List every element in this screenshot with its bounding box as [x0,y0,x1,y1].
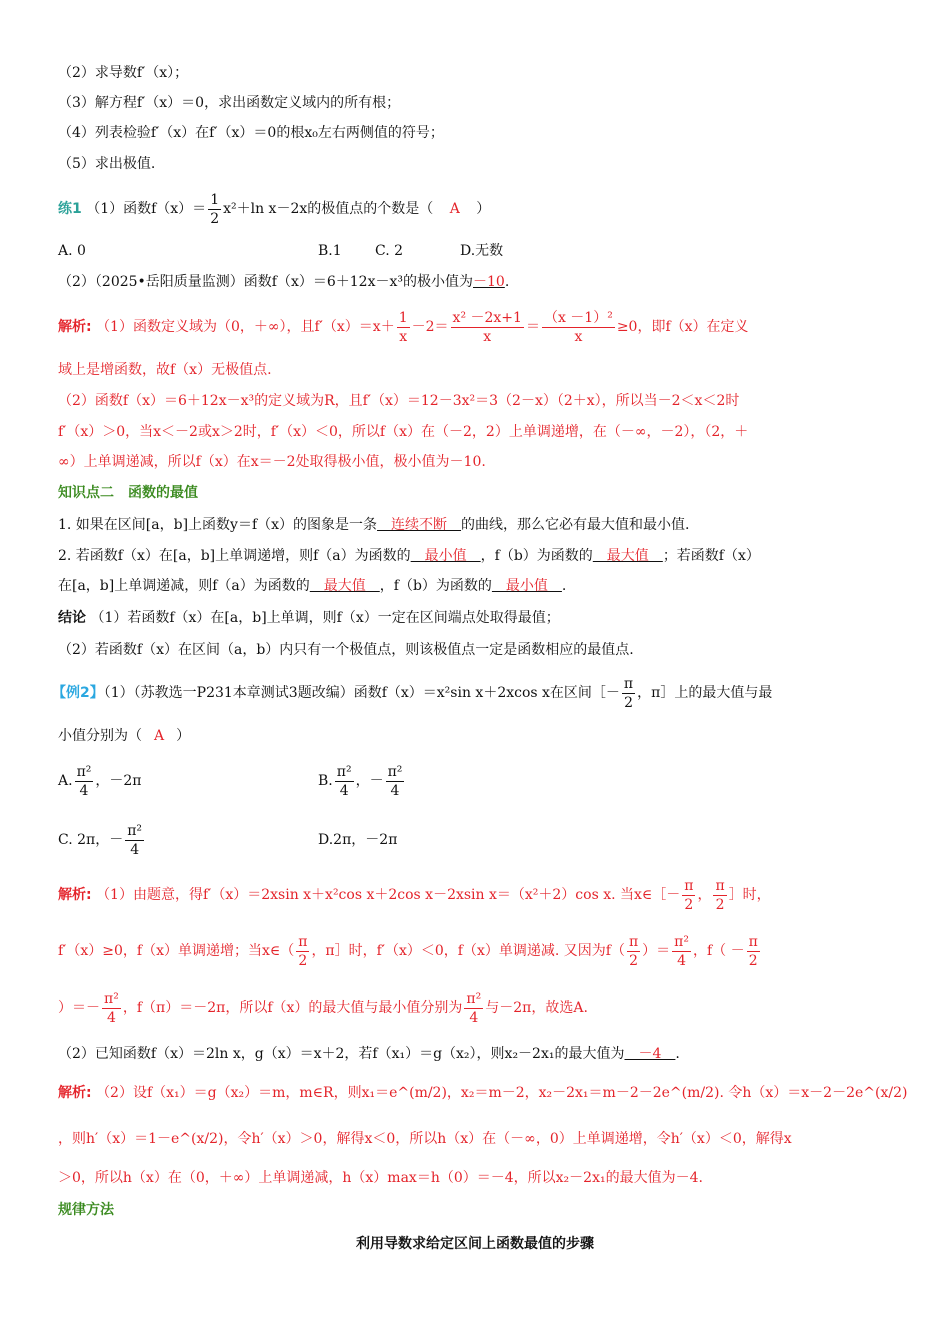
practice-tag: 练1 [58,201,82,217]
step-2: （2）求导数f′（x）； [58,65,189,81]
method-subtitle: 利用导数求给定区间上函数最值的步骤 [356,1236,594,1252]
solution-3-line-2: ，则h′（x）＝1－e^(x/2)，令h′（x）＞0，解得x＜0，所以h（x）在（－∞，0）上单调递增，令h′（x）＜0，解得x [58,1131,792,1147]
step-4: （4）列表检验f′（x）在f′（x）＝0的根x₀左右两侧值的符号； [58,125,444,141]
answer: －10 [473,274,505,290]
solution-label: 解析: [58,887,92,903]
practice-1-question-1: 练1 （1）函数f（x）＝ $\frac{1}{2}$ x²＋ln x－2x的极值点的个数是（ A ） [58,191,491,227]
example-2-question-1: 【例2】（1）（苏教选一P231本章测试3题改编）函数f（x）＝x²sin x＋2xcos x在区间［－ $\frac{\pi}{2}$ ，π］上的最大值与最 [52,675,773,711]
example-2-question-1-cont: 小值分别为（ A ） [58,728,191,744]
option-d: D.2π，－2π [318,832,398,848]
solution-1-line-2: 域上是增函数，故f（x）无极值点. [58,362,272,378]
solution-label: 解析: [58,1085,92,1101]
method-title: 规律方法 [58,1202,114,1218]
step-3: （3）解方程f′（x）＝0，求出函数定义域内的所有根； [58,95,401,111]
option-b: B.1 [318,243,342,259]
fraction: $\frac{1}{2}$ [210,191,220,227]
solution-2-line-3: ）＝－ $\frac{\text{π²}}{4}$ ，f（π）＝－2π，所以f（x）的最大值与最小值分别为 $\frac{\text{π²}}{4}$ 与－2π，故选A. [58,990,588,1026]
option-b: B. $\frac{\text{π²}}{4}$ ，－ $\frac{\text{π²}}{4}$ [318,763,403,799]
solution-3-line-1: 解析: （2）设f（x₁）＝g（x₂）＝m，m∈R，则x₁＝e^(m/2)，x₂＝m－2，x₂－2x₁＝m－2－2e^(m/2). 令h（x）＝x－2－2e^(x/2) [58,1085,908,1101]
conclusion-line-1: 结论 （1）若函数f（x）在[a，b]上单调，则f（x）一定在区间端点处取得最值； [58,610,560,626]
practice-1-question-2: （2）（2025•岳阳质量监测）函数f（x）＝6＋12x－x³的极小值为－10. [58,274,510,290]
kp2-item-2-cont: 在[a，b]上单调递减，则f（a）为函数的 最大值 ，f（b）为函数的 最小值 . [58,578,567,594]
solution-1-line-5: ∞）上单调递减，所以f（x）在x＝－2处取得极小值，极小值为－10. [58,454,486,470]
kp2-item-2: 2. 若函数f（x）在[a，b]上单调递增，则f（a）为函数的 最小值 ，f（b）为函数的 最大值 ；若函数f（x） [58,548,760,564]
solution-1-line-3: （2）函数f（x）＝6＋12x－x³的定义域为R，且f′（x）＝12－3x²＝3（2－x）（2＋x），所以当－2＜x＜2时 [58,393,740,409]
solution-1-line-1: 解析: （1）函数定义域为（0，＋∞），且f′（x）＝x＋ $\frac{1}{x}$ －2＝ $\frac{\text{x² －2x+1}}{x}$ ＝ $\frac{\text{（x －1）²}}{x}$ ≥0，即f（x）在定义 [58,309,749,345]
conclusion-label: 结论 [58,610,86,626]
example-tag: 【例2】 [52,685,104,701]
solution-label: 解析: [58,319,92,335]
step-5: （5）求出极值. [58,156,156,172]
answer: A [154,728,165,744]
option-a: A. 0 [58,243,86,259]
solution-2-line-1: 解析: （1）由题意，得f′（x）＝2xsin x＋x²cos x＋2cos x－2xsin x＝（x²＋2）cos x. 当x∈［－ $\frac{\pi}{2}$ ， $\frac{\pi}{2}$ ］时， [58,877,771,913]
conclusion-line-2: （2）若函数f（x）在区间（a，b）内只有一个极值点，则该极值点一定是函数相应的最值点. [58,642,634,658]
option-c: C. 2 [375,243,404,259]
example-2-question-2: （2）已知函数f（x）＝2ln x，g（x）＝x＋2，若f（x₁）＝g（x₂），则x₂－2x₁的最大值为 －4 . [58,1046,680,1062]
knowledge-point-2-title: 知识点二 函数的最值 [58,485,198,501]
answer: －4 [624,1046,676,1062]
answer: A [449,201,460,217]
solution-1-line-4: f′（x）＞0，当x＜－2或x＞2时，f′（x）＜0，所以f（x）在（－2，2）上单调递增，在（－∞，－2），（2，＋ [58,424,749,440]
solution-2-line-2: f′（x）≥0，f（x）单调递增；当x∈（ $\frac{\pi}{2}$ ，π］时，f′（x）＜0，f（x）单调递减. 又因为f（ $\frac{\pi}{2}$ ）＝ $\frac{\text{π²}}{4}$ ，f（ － $\frac{\pi}{2}$ [58,933,758,969]
kp2-item-1: 1. 如果在区间[a，b]上函数y＝f（x）的图象是一条 连续不断 的曲线，那么它必有最大值和最小值. [58,517,690,533]
solution-3-line-3: ＞0，所以h（x）在（0，＋∞）上单调递减，h（x）max＝h（0）＝－4，所以x₂－2x₁的最大值为－4. [58,1170,703,1186]
option-d: D.无数 [460,243,504,259]
option-a: A. $\frac{\text{π²}}{4}$ ，－2π [58,763,142,799]
option-c: C. 2π，－ $\frac{\text{π²}}{4}$ [58,822,143,858]
